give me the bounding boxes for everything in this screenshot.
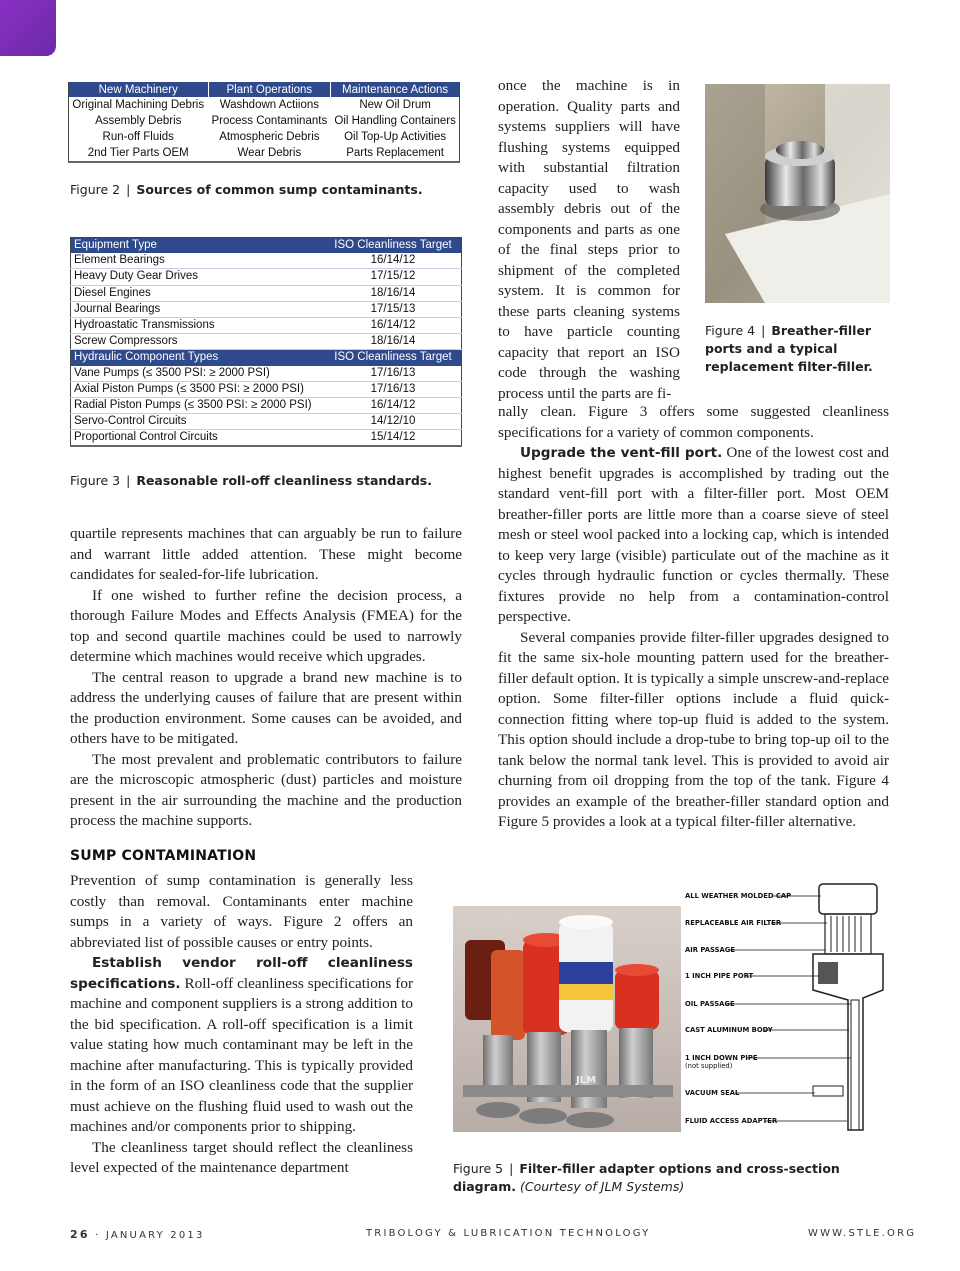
caption-text: Breather-filler ports and a typical replacement filter-filler. xyxy=(705,323,873,374)
paragraph: The most prevalent and problematic contributors to failure are the microscopic atmospheric (dust) particles and moisture present in the air surrounding the machine and the production process the machine supports. xyxy=(70,750,462,829)
table-cell: 16/14/12 xyxy=(325,253,462,269)
figure3-header: ISO Cleanliness Target xyxy=(325,350,462,366)
table-cell: New Oil Drum xyxy=(331,97,460,113)
table-cell: 18/16/14 xyxy=(325,334,462,350)
paragraph: The cleanliness target should reflect the cleanliness level expected of the maintenance department xyxy=(70,1138,413,1176)
figure5-caption: Figure 5 | Filter-filler adapter options and cross-section diagram. (Courtesy of JLM Systems) xyxy=(453,1161,840,1194)
figure3-table xyxy=(70,237,462,447)
table-cell: 14/12/10 xyxy=(325,414,462,430)
table-cell: Journal Bearings xyxy=(71,301,326,317)
diagram-label: VACUUM SEAL xyxy=(685,1089,740,1097)
left-column-text xyxy=(70,524,462,832)
figure2-header: Plant Operations xyxy=(208,82,331,97)
corner-accent-tab xyxy=(0,0,56,56)
figure4-caption: Figure 4 | Breather-filler ports and a typical replacement filter-filler. xyxy=(705,323,873,374)
paragraph: quartile represents machines that can arguably be run to failure and warrant little added attention. These might become candidates for sealed-for-life lubrication. xyxy=(70,525,462,583)
table-cell: 17/15/12 xyxy=(325,269,462,285)
table-cell: Atmospheric Debris xyxy=(208,129,331,145)
table-row xyxy=(71,366,462,382)
paragraph: once the machine is in operation. Quality parts and systems suppliers will have flushing systems equipped with substantial filtration capacity used to wash assembly debris out of the components and parts as one of the final steps prior to shipment of the completed system. It is common for these parts cleaning systems to have particle counting capacity that report an ISO code through the washing process until the parts are fi- xyxy=(498,77,680,402)
table-cell: 18/16/14 xyxy=(325,285,462,301)
filter-orange xyxy=(491,950,525,1040)
diagram-label: FLUID ACCESS ADAPTER xyxy=(685,1117,778,1125)
paragraph: Several companies provide filter-filler upgrades designed to fit the same six-hole mounting pattern used for the breather-filler default option. It is typically a simple unscrew-and-replace option. Some filter-filler options include a fluid quick-connection fitting where top-up fluid is added to the system. This option should include a drop-tube to bring top-up oil to the tank below the normal tank level. This is provided to avoid air churning from oil dropping from the top of the tank. Figure 4 provides an example of the breather-filler standard option and Figure 5 provides a look at a typical filter-filler alternative. xyxy=(498,628,889,830)
figure3-header: Equipment Type xyxy=(71,238,326,254)
table-cell: Washdown Actiions xyxy=(208,97,331,113)
table-cell: 2nd Tier Parts OEM xyxy=(69,145,209,162)
table-row xyxy=(71,430,462,447)
right-column-text xyxy=(498,402,889,833)
figure3-header: ISO Cleanliness Target xyxy=(325,238,462,254)
table-cell: 17/15/13 xyxy=(325,301,462,317)
figure2-table xyxy=(68,82,460,163)
table-cell: Oil Top-Up Activities xyxy=(331,129,460,145)
figure3-header-row xyxy=(71,350,462,366)
issue-date: JANUARY 2013 xyxy=(105,1230,205,1241)
run-in-heading: Upgrade the vent-fill port. xyxy=(520,445,723,461)
diagram-label: CAST ALUMINUM BODY xyxy=(685,1026,773,1034)
figure3-caption: Figure 3 | Reasonable roll-off cleanliness standards. xyxy=(70,473,432,488)
page-number: 26 xyxy=(70,1228,90,1241)
table-row xyxy=(69,113,460,129)
diagram-label: ALL WEATHER MOLDED CAP xyxy=(685,892,792,900)
footer-left: 26 · JANUARY 2013 xyxy=(70,1228,205,1241)
table-row xyxy=(71,414,462,430)
figure3-header-row xyxy=(71,238,462,254)
paragraph: Prevention of sump contamination is generally less costly than removal. Contaminants enter machine sumps in a variety of ways. Figure 2 offers an abbreviated list of possible causes or entry points. xyxy=(70,872,413,951)
table-cell: Run-off Fluids xyxy=(102,131,174,143)
caption-number: Figure 5 xyxy=(453,1161,504,1176)
table-row xyxy=(69,145,460,162)
table-cell: 16/14/12 xyxy=(325,397,462,413)
diagram-label: AIR PASSAGE xyxy=(685,946,735,954)
table-row xyxy=(69,97,460,113)
table-cell: Screw Compressors xyxy=(71,334,326,350)
table-row xyxy=(71,269,462,285)
footer-url: WWW.STLE.ORG xyxy=(808,1228,917,1239)
table-cell: Assembly Debris xyxy=(95,115,182,127)
paragraph: The central reason to upgrade a brand new machine is to address the underlying causes of failure that are present within the production environment. Some causes can be avoided, and others have to be mitigated. xyxy=(70,668,462,747)
table-cell: Element Bearings xyxy=(71,253,326,269)
figure2-header: New Machinery xyxy=(69,82,209,97)
table-cell: 17/16/13 xyxy=(325,366,462,382)
cross-section-diagram xyxy=(813,884,883,1130)
right-column-narrow-text xyxy=(498,76,680,404)
table-row xyxy=(71,381,462,397)
table-cell: Original Machining Debris xyxy=(72,99,205,111)
paragraph-body: One of the lowest cost and highest benefit upgrades is accomplished by trading out the standard vent-fill port with a filter-filler port. Most OEM breather-filler ports are little more than a coarse sieve of steel mesh or steel wool packed into a locking cap, which is intended to keep very large (visible) particulate out of the machine as it cycles through hydraulic function or cycles thermally. These fixtures provide no help from a contamination-control perspective. xyxy=(498,444,889,625)
caption-number: Figure 4 xyxy=(705,323,756,338)
paragraph xyxy=(70,953,413,1138)
table-cell: Process Contaminants xyxy=(208,113,331,129)
table-row xyxy=(71,285,462,301)
table-cell: Diesel Engines xyxy=(71,285,326,301)
table-cell: Heavy Duty Gear Drives xyxy=(71,269,326,285)
table-cell: Parts Replacement xyxy=(331,145,460,162)
table-row xyxy=(71,253,462,269)
figure2-header: Maintenance Actions xyxy=(331,82,460,97)
diagram-label: 1 INCH DOWN PIPE xyxy=(685,1054,758,1062)
caption-text: Filter-filler adapter options and cross-section diagram. xyxy=(453,1161,840,1194)
table-row xyxy=(69,129,460,145)
section-heading: SUMP CONTAMINATION xyxy=(70,848,257,864)
figure3-header: Hydraulic Component Types xyxy=(71,350,326,366)
figure2-caption: Figure 2 | Sources of common sump contaminants. xyxy=(70,182,423,197)
table-cell: Vane Pumps (≤ 3500 PSI: ≥ 2000 PSI) xyxy=(71,366,326,382)
table-cell: 15/14/12 xyxy=(325,430,462,447)
figure5-image xyxy=(453,880,891,1132)
table-cell: Servo-Control Circuits xyxy=(71,414,326,430)
figure4-photo xyxy=(705,84,890,303)
paragraph-body: Roll-off cleanliness specifications for machine and component suppliers is a strong addition to the bid specification. A roll-off specification is a limit value stating how much contaminant may be left in the machine after manufacturing. This is typically provided in the form of an ISO cleanliness code that the supplier must achieve on the flushing fluid used to wash out the machines and/or components prior to shipping. xyxy=(70,974,413,1135)
table-cell: 16/14/12 xyxy=(325,317,462,333)
jlm-emboss: JLM xyxy=(576,1075,597,1086)
table-row xyxy=(71,334,462,350)
diagram-label: REPLACEABLE AIR FILTER xyxy=(685,919,782,927)
diagram-label: (not supplied) xyxy=(685,1062,733,1070)
paragraph: nally clean. Figure 3 offers some suggested cleanliness specifications for a variety of common components. xyxy=(498,403,889,441)
filter-red-small xyxy=(615,970,659,1030)
table-cell: Hydroastatic Transmissions xyxy=(71,317,326,333)
paragraph: If one wished to further refine the decision process, a thorough Failure Modes and Effects Analysis (FMEA) for the top and second quartile machines could be used to narrowly determine which machines would receive which upgrades. xyxy=(70,586,462,665)
section-text xyxy=(70,871,413,1179)
table-row xyxy=(71,301,462,317)
table-cell: Radial Piston Pumps (≤ 3500 PSI: ≥ 2000 PSI) xyxy=(71,397,326,413)
caption-text: Sources of common sump contaminants. xyxy=(136,182,423,197)
paragraph xyxy=(498,443,889,628)
table-cell: Oil Handling Containers xyxy=(331,113,460,129)
table-row xyxy=(71,317,462,333)
run-in-heading: Establish vendor roll-off cleanliness specifications. xyxy=(70,955,413,992)
table-cell: Axial Piston Pumps (≤ 3500 PSI: ≥ 2000 PSI) xyxy=(71,381,326,397)
diagram-label: OIL PASSAGE xyxy=(685,1000,735,1008)
caption-text: Reasonable roll-off cleanliness standards. xyxy=(136,473,432,488)
footer-publication: TRIBOLOGY & LUBRICATION TECHNOLOGY xyxy=(366,1228,651,1239)
table-cell: 17/16/13 xyxy=(325,381,462,397)
table-cell: Wear Debris xyxy=(208,145,331,162)
diagram-label: 1 INCH PIPE PORT xyxy=(685,972,754,980)
caption-number: Figure 2 xyxy=(70,182,121,197)
caption-number: Figure 3 xyxy=(70,473,121,488)
figure2-header-row xyxy=(69,82,460,97)
table-cell: Proportional Control Circuits xyxy=(71,430,326,447)
table-row xyxy=(71,397,462,413)
caption-credit: (Courtesy of JLM Systems) xyxy=(519,1179,685,1194)
